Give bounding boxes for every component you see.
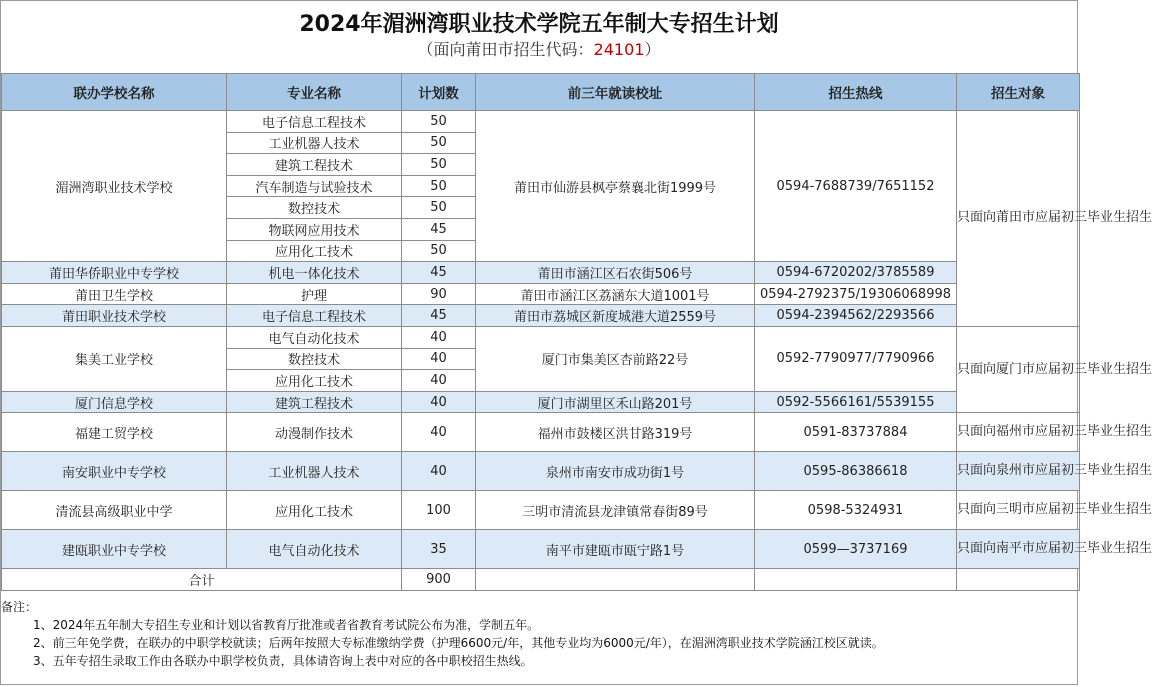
hotline: 0598-5324931 xyxy=(755,491,957,530)
major-name: 汽车制造与试验技术 xyxy=(227,175,402,197)
table-row xyxy=(2,305,1080,327)
plan-count: 50 xyxy=(402,197,476,219)
notes-section xyxy=(1,598,1077,670)
major-name: 电气自动化技术 xyxy=(227,530,402,569)
title-block xyxy=(1,1,1077,74)
target-audience: 只面向莆田市应届初三毕业生招生 xyxy=(957,111,1080,327)
plan-count: 100 xyxy=(402,491,476,530)
major-name: 应用化工技术 xyxy=(227,240,402,262)
total-row xyxy=(2,569,1080,591)
major-name: 电气自动化技术 xyxy=(227,326,402,348)
plan-count: 90 xyxy=(402,283,476,305)
school-address: 厦门市集美区杏前路22号 xyxy=(476,326,755,391)
major-name: 电子信息工程技术 xyxy=(227,305,402,327)
total-empty-cell xyxy=(957,569,1080,591)
school-address: 莆田市仙游县枫亭蔡襄北街1999号 xyxy=(476,111,755,262)
header-count: 计划数 xyxy=(402,74,476,111)
table-row xyxy=(2,326,1080,348)
total-empty-cell xyxy=(476,569,755,591)
school-name: 湄洲湾职业技术学校 xyxy=(2,111,227,262)
header-target: 招生对象 xyxy=(957,74,1080,111)
plan-count: 40 xyxy=(402,452,476,491)
school-name: 莆田华侨职业中专学校 xyxy=(2,262,227,284)
major-name: 数控技术 xyxy=(227,348,402,370)
school-address: 南平市建瓯市瓯宁路1号 xyxy=(476,530,755,569)
hotline: 0591-83737884 xyxy=(755,413,957,452)
note-item: 3、五年专招生录取工作由各联办中职学校负责，具体请咨询上表中对应的各中职校招生热线。 xyxy=(33,654,533,668)
hotline: 0592-5566161/5539155 xyxy=(755,391,957,413)
major-name: 数控技术 xyxy=(227,197,402,219)
school-name: 莆田职业技术学校 xyxy=(2,305,227,327)
note-item: 1、2024年五年制大专招生专业和计划以省教育厅批准或者省教育考试院公布为准，学制五年。 xyxy=(33,618,540,632)
plan-count: 40 xyxy=(402,391,476,413)
note-item: 2、前三年免学费，在联办的中职学校就读；后两年按照大专标准缴纳学费（护理6600元/年，其他专业均为6000元/年），在湄洲湾职业技术学院涵江校区就读。 xyxy=(33,636,884,650)
plan-count: 50 xyxy=(402,132,476,154)
hotline: 0594-2394562/2293566 xyxy=(755,305,957,327)
total-empty-cell xyxy=(755,569,957,591)
table-row xyxy=(2,111,1080,133)
subtitle-prefix: （面向莆田市招生代码： xyxy=(417,40,594,59)
hotline: 0594-2792375/19306068998 xyxy=(755,283,957,305)
header-hotline: 招生热线 xyxy=(755,74,957,111)
table-header-row xyxy=(2,74,1080,111)
hotline: 0594-7688739/7651152 xyxy=(755,111,957,262)
plan-count: 45 xyxy=(402,218,476,240)
total-value: 900 xyxy=(402,569,476,591)
table-row xyxy=(2,491,1080,530)
header-school: 联办学校名称 xyxy=(2,74,227,111)
school-address: 莆田市涵江区石农街506号 xyxy=(476,262,755,284)
plan-count: 40 xyxy=(402,413,476,452)
plan-count: 45 xyxy=(402,305,476,327)
major-name: 动漫制作技术 xyxy=(227,413,402,452)
major-name: 工业机器人技术 xyxy=(227,452,402,491)
plan-count: 45 xyxy=(402,262,476,284)
school-name: 集美工业学校 xyxy=(2,326,227,391)
major-name: 物联网应用技术 xyxy=(227,218,402,240)
school-name: 莆田卫生学校 xyxy=(2,283,227,305)
plan-count: 50 xyxy=(402,111,476,133)
plan-count: 50 xyxy=(402,154,476,176)
table-row xyxy=(2,283,1080,305)
total-label: 合计 xyxy=(2,569,402,591)
table-row xyxy=(2,262,1080,284)
header-address: 前三年就读校址 xyxy=(476,74,755,111)
plan-count: 40 xyxy=(402,326,476,348)
major-name: 护理 xyxy=(227,283,402,305)
plan-count: 50 xyxy=(402,240,476,262)
major-name: 电子信息工程技术 xyxy=(227,111,402,133)
school-name: 清流县高级职业中学 xyxy=(2,491,227,530)
target-audience: 只面向厦门市应届初三毕业生招生 xyxy=(957,326,1080,412)
major-name: 机电一体化技术 xyxy=(227,262,402,284)
target-audience: 只面向南平市应届初三毕业生招生 xyxy=(957,530,1080,569)
hotline: 0594-6720202/3785589 xyxy=(755,262,957,284)
plan-count: 50 xyxy=(402,175,476,197)
header-major: 专业名称 xyxy=(227,74,402,111)
school-name: 建瓯职业中专学校 xyxy=(2,530,227,569)
school-address: 厦门市湖里区禾山路201号 xyxy=(476,391,755,413)
school-address: 莆田市荔城区新度城港大道2559号 xyxy=(476,305,755,327)
table-row xyxy=(2,452,1080,491)
subtitle-suffix: ） xyxy=(644,40,661,59)
school-address: 莆田市涵江区荔涵东大道1001号 xyxy=(476,283,755,305)
plan-count: 40 xyxy=(402,370,476,392)
enrollment-table xyxy=(1,73,1152,591)
table-row xyxy=(2,391,1080,413)
plan-count: 40 xyxy=(402,348,476,370)
school-address: 三明市清流县龙津镇常春街89号 xyxy=(476,491,755,530)
school-address: 福州市鼓楼区洪甘路319号 xyxy=(476,413,755,452)
plan-count: 35 xyxy=(402,530,476,569)
table-row xyxy=(2,530,1080,569)
major-name: 建筑工程技术 xyxy=(227,391,402,413)
major-name: 应用化工技术 xyxy=(227,370,402,392)
school-address: 泉州市南安市成功街1号 xyxy=(476,452,755,491)
school-name: 厦门信息学校 xyxy=(2,391,227,413)
page-title: 2024年湄洲湾职业技术学院五年制大专招生计划 xyxy=(299,12,779,37)
table-row xyxy=(2,413,1080,452)
hotline: 0592-7790977/7790966 xyxy=(755,326,957,391)
major-name: 工业机器人技术 xyxy=(227,132,402,154)
target-audience: 只面向福州市应届初三毕业生招生 xyxy=(957,413,1080,452)
major-name: 建筑工程技术 xyxy=(227,154,402,176)
target-audience: 只面向泉州市应届初三毕业生招生 xyxy=(957,452,1080,491)
school-name: 南安职业中专学校 xyxy=(2,452,227,491)
school-name: 福建工贸学校 xyxy=(2,413,227,452)
target-audience: 只面向三明市应届初三毕业生招生 xyxy=(957,491,1080,530)
notes-heading: 备注： xyxy=(1,600,38,614)
major-name: 应用化工技术 xyxy=(227,491,402,530)
page-subtitle xyxy=(1,39,1077,61)
hotline: 0595-86386618 xyxy=(755,452,957,491)
enrollment-code: 24101 xyxy=(593,40,645,59)
hotline: 0599—3737169 xyxy=(755,530,957,569)
